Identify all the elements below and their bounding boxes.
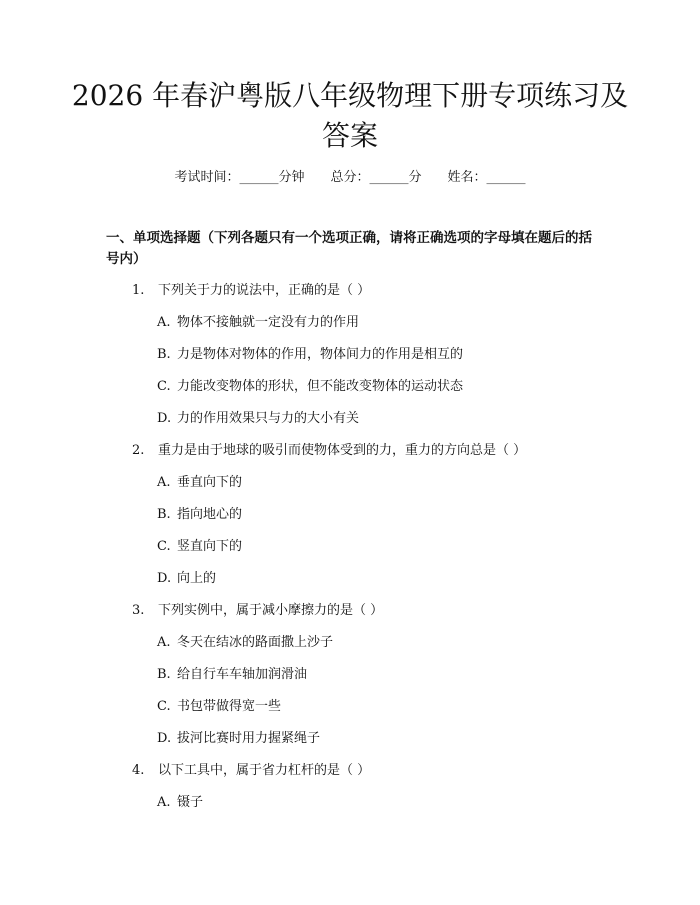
option-2b [157,506,242,524]
option-text: 书包带做得宽一些 [177,699,282,714]
question-2 [132,442,526,460]
option-text: 垂直向下的 [177,475,243,490]
option-letter: C. [157,379,171,394]
option-letter: A. [157,635,171,650]
student-name-label: 姓名：______ [447,170,526,185]
option-1a [157,314,359,332]
option-2c [157,538,242,556]
question-text: 重力是由于地球的吸引而使物体受到的力，重力的方向总是（ ） [158,443,527,458]
question-number: 3. [132,603,145,618]
section-title: 一、单项选择题（下列各题只有一个选项正确，请将正确选项的字母填在题后的括号内） [106,230,592,267]
question-number: 4. [132,763,145,778]
option-text: 力的作用效果只与力的大小有关 [177,411,360,426]
question-1 [132,282,370,300]
option-letter: A. [157,475,171,490]
option-text: 物体不接触就一定没有力的作用 [177,315,360,330]
question-number: 1. [132,283,145,298]
option-3c [157,698,281,716]
option-text: 冬天在结冰的路面撒上沙子 [177,635,334,650]
option-letter: D. [157,571,172,586]
option-text: 竖直向下的 [177,539,243,554]
option-1d [157,410,359,428]
exam-meta [0,168,700,188]
option-text: 向上的 [177,571,217,586]
question-text: 下列关于力的说法中，正确的是（ ） [158,283,371,298]
option-1b [157,346,463,364]
option-2d [157,570,216,588]
document-title: 2026 年春沪粤版八年级物理下册专项练习及答案 [71,79,629,152]
option-text: 给自行车车轴加润滑油 [177,667,308,682]
question-4 [132,762,370,780]
option-letter: A. [157,315,171,330]
option-3d [157,730,320,748]
option-letter: A. [157,795,171,810]
question-text: 以下工具中，属于省力杠杆的是（ ） [158,763,371,778]
option-2a [157,474,242,492]
option-3b [157,666,307,684]
option-letter: B. [157,667,171,682]
option-letter: C. [157,539,171,554]
option-letter: D. [157,411,172,426]
option-4a [157,794,203,812]
option-text: 镊子 [177,795,204,810]
option-1c [157,378,463,396]
option-text: 力是物体对物体的作用，物体间力的作用是相互的 [177,347,464,362]
option-letter: D. [157,731,172,746]
option-text: 指向地心的 [177,507,243,522]
option-letter: C. [157,699,171,714]
option-letter: B. [157,507,171,522]
option-3a [157,634,333,652]
option-text: 力能改变物体的形状，但不能改变物体的运动状态 [177,379,464,394]
total-score-label: 总分：______分 [330,170,422,185]
exam-time-label: 考试时间：______分钟 [174,170,305,185]
question-3 [132,602,383,620]
question-number: 2. [132,443,145,458]
question-text: 下列实例中，属于减小摩擦力的是（ ） [158,603,384,618]
option-letter: B. [157,347,171,362]
option-text: 拔河比赛时用力握紧绳子 [177,731,321,746]
